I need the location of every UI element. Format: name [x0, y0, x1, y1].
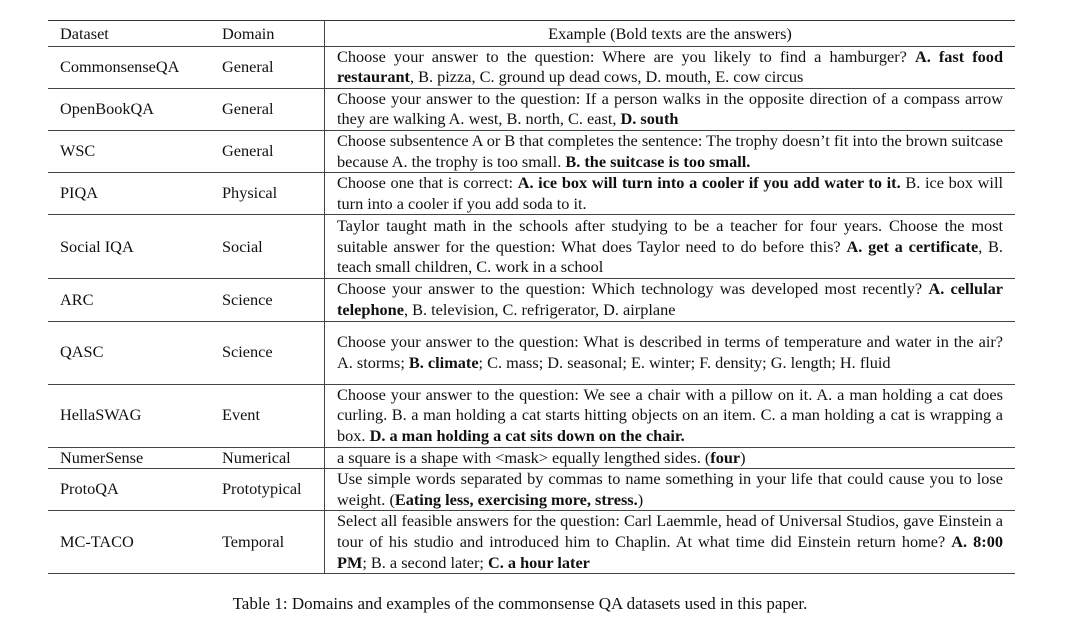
table-row — [48, 321, 1015, 384]
answer-text: A. 8:00 PM — [337, 532, 1004, 572]
example-text: , B. teach small children, C. work in a school — [337, 236, 1003, 277]
domain-cell: Science — [210, 279, 325, 321]
table-row — [48, 130, 1015, 172]
datasets-table — [48, 20, 1015, 574]
table-row — [48, 279, 1015, 321]
example-text: ) — [637, 489, 644, 509]
table-row — [48, 384, 1015, 447]
dataset-cell: MC-TACO — [48, 511, 210, 574]
answer-text: D. south — [620, 109, 679, 129]
example-cell — [325, 279, 1016, 321]
table-caption: Table 1: Domains and examples of the commonsense QA datasets used in this paper. — [232, 594, 808, 613]
example-text: , B. pizza, C. ground up dead cows, D. mouth, E. cow circus — [409, 67, 804, 87]
table-header-row — [48, 21, 1015, 47]
answer-text: Eating less, exercising more, stress. — [394, 489, 638, 509]
header-example: Example (Bold texts are the answers) — [325, 21, 1016, 47]
dataset-cell: WSC — [48, 130, 210, 172]
example-text: ) — [740, 447, 746, 467]
domain-cell: Event — [210, 384, 325, 447]
example-text: Choose one that is correct: — [337, 173, 518, 193]
domain-cell: Social — [210, 215, 325, 279]
example-text: Choose your answer to the question: Which technology was developed most recently? — [337, 279, 929, 299]
dataset-cell: OpenBookQA — [48, 88, 210, 130]
example-text: Choose your answer to the question: What is described in terms of temperature and water in the air? A. storms; — [337, 331, 1003, 372]
domain-cell: General — [210, 88, 325, 130]
answer-text: C. a hour later — [488, 552, 590, 572]
example-cell — [325, 173, 1016, 215]
table-row — [48, 511, 1015, 574]
example-text: ; B. a second later; — [362, 552, 488, 572]
answer-text: A. get a certificate — [846, 236, 979, 256]
example-text: Choose your answer to the question: We see a chair with a pillow on it. A. a man holding a cat does curling. B. a man holding a cat starts hitting objects on an item. C. a man holding a cat is wrapping a box. — [337, 384, 1003, 445]
answer-text: B. climate — [408, 352, 479, 372]
example-text: Use simple words separated by commas to name something in your life that could cause you to lose weight. ( — [337, 469, 1003, 509]
dataset-cell: CommonsenseQA — [48, 46, 210, 88]
domain-cell: Prototypical — [210, 469, 325, 511]
example-text: Choose subsentence A or B that completes the sentence: The trophy doesn’t fit into the brown suitcase because A. the trophy is too small. — [337, 130, 1003, 171]
example-text: ; C. mass; D. seasonal; E. winter; F. density; G. length; H. fluid — [478, 352, 891, 372]
answer-text: D. a man holding a cat sits down on the chair. — [369, 425, 685, 445]
table-row — [48, 173, 1015, 215]
example-cell — [325, 511, 1016, 574]
table-body — [48, 46, 1015, 574]
dataset-cell: Social IQA — [48, 215, 210, 279]
table-row — [48, 215, 1015, 279]
example-cell — [325, 215, 1016, 279]
dataset-cell: PIQA — [48, 173, 210, 215]
example-cell — [325, 469, 1016, 511]
example-text: Select all feasible answers for the question: Carl Laemmle, head of Universal Studios, gave Einstein a tour of his studio and introduced him to Chaplin. At what time did Einstein return home? — [337, 511, 1003, 552]
table-row — [48, 46, 1015, 88]
example-text: Taylor taught math in the schools after studying to be a teacher for four years. Choose the most suitable answer for the question: What does Taylor need to do before this? — [337, 215, 1003, 256]
table-row — [48, 469, 1015, 511]
example-cell — [325, 321, 1016, 384]
answer-text: four — [710, 447, 741, 467]
answer-text: A. fast food restaurant — [337, 46, 1003, 87]
dataset-cell: QASC — [48, 321, 210, 384]
example-cell — [325, 130, 1016, 172]
header-dataset: Dataset — [48, 21, 210, 47]
example-text: a square is a shape with <mask> equally lengthed sides. ( — [337, 447, 711, 467]
answer-text: B. the suitcase is too small. — [565, 151, 751, 171]
example-text: Choose your answer to the question: If a person walks in the opposite direction of a compass arrow they are walking A. west, B. north, C. east, — [337, 88, 1003, 129]
domain-cell: Temporal — [210, 511, 325, 574]
domain-cell: Numerical — [210, 447, 325, 469]
domain-cell: General — [210, 130, 325, 172]
dataset-cell: NumerSense — [48, 447, 210, 469]
domain-cell: Science — [210, 321, 325, 384]
header-domain: Domain — [210, 21, 325, 47]
table-row — [48, 447, 1015, 469]
domain-cell: Physical — [210, 173, 325, 215]
dataset-cell: HellaSWAG — [48, 384, 210, 447]
table-row — [48, 88, 1015, 130]
example-text: Choose your answer to the question: Where are you likely to find a hamburger? — [337, 46, 915, 66]
example-text: B. ice box will turn into a cooler if you add soda to it. — [337, 173, 1004, 213]
example-cell — [325, 88, 1016, 130]
dataset-cell: ARC — [48, 279, 210, 321]
example-text: , B. television, C. refrigerator, D. airplane — [403, 299, 676, 319]
example-cell — [325, 447, 1016, 469]
example-cell — [325, 46, 1016, 88]
answer-text: A. ice box will turn into a cooler if you add water to it. — [517, 173, 901, 193]
answer-text: A. cellular telephone — [337, 279, 1003, 319]
example-cell — [325, 384, 1016, 447]
dataset-cell: ProtoQA — [48, 469, 210, 511]
domain-cell: General — [210, 46, 325, 88]
